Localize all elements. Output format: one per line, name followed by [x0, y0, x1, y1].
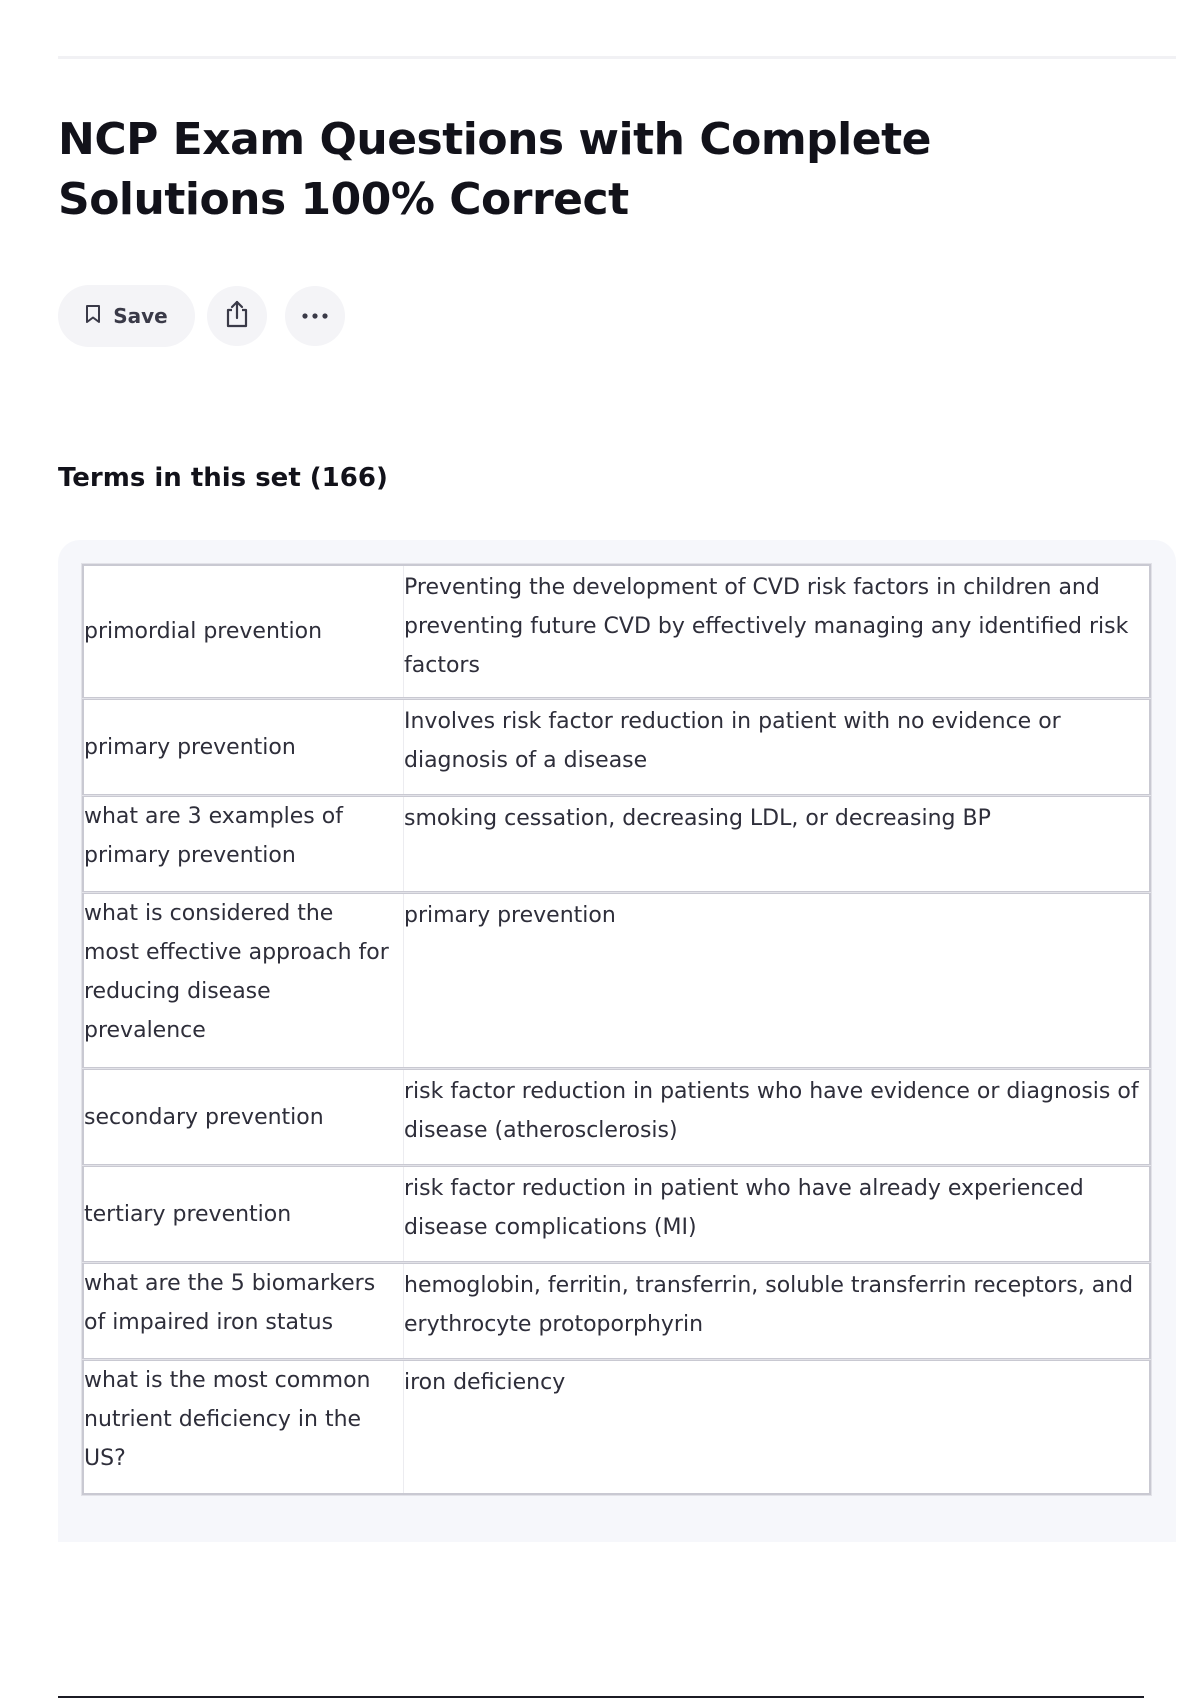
definition-cell: hemoglobin, ferritin, transferrin, soluble transferrin receptors, and erythrocyte protoporphyrin	[404, 1273, 1134, 1337]
top-divider	[58, 56, 1176, 59]
definition-cell: risk factor reduction in patients who have evidence or diagnosis of disease (atherosclerosis)	[404, 1079, 1139, 1143]
page-title: NCP Exam Questions with Complete Solutions 100% Correct	[58, 114, 931, 225]
table-row	[82, 1069, 1151, 1165]
save-label: Save	[113, 304, 168, 328]
terms-table	[82, 564, 1151, 1496]
term-cell: secondary prevention	[84, 1070, 404, 1164]
more-options-button[interactable]	[285, 286, 345, 346]
terms-panel	[58, 540, 1176, 1542]
share-button[interactable]	[207, 286, 267, 346]
term-cell: tertiary prevention	[84, 1167, 404, 1261]
table-row	[82, 699, 1151, 795]
table-row	[82, 893, 1151, 1068]
table-row	[82, 1166, 1151, 1262]
definition-cell: risk factor reduction in patient who have already experienced disease complications (MI)	[404, 1176, 1084, 1240]
table-row	[82, 564, 1151, 698]
definition-cell: primary prevention	[404, 903, 616, 928]
table-row	[82, 796, 1151, 892]
definition-cell: smoking cessation, decreasing LDL, or decreasing BP	[404, 806, 991, 831]
term-cell: what are 3 examples of primary prevention	[84, 797, 404, 891]
bookmark-icon	[85, 304, 101, 329]
definition-cell: Preventing the development of CVD risk factors in children and preventing future CVD by effectively managing any identified risk factors	[404, 575, 1129, 678]
term-cell: primary prevention	[84, 700, 404, 794]
save-button[interactable]	[58, 285, 195, 347]
table-row	[82, 1360, 1151, 1495]
table-row	[82, 1263, 1151, 1359]
more-horizontal-icon	[300, 307, 330, 325]
terms-heading: Terms in this set (166)	[58, 463, 388, 493]
term-cell: what are the 5 biomarkers of impaired iron status	[84, 1264, 404, 1358]
share-icon	[223, 299, 251, 334]
term-cell: primordial prevention	[84, 566, 404, 697]
term-cell: what is the most common nutrient deficiency in the US?	[84, 1361, 404, 1493]
bottom-divider	[58, 1696, 1144, 1698]
action-bar	[58, 285, 345, 347]
definition-cell: Involves risk factor reduction in patient with no evidence or diagnosis of a disease	[404, 709, 1061, 773]
definition-cell: iron deficiency	[404, 1370, 566, 1395]
term-cell: what is considered the most effective approach for reducing disease prevalence	[84, 894, 404, 1067]
